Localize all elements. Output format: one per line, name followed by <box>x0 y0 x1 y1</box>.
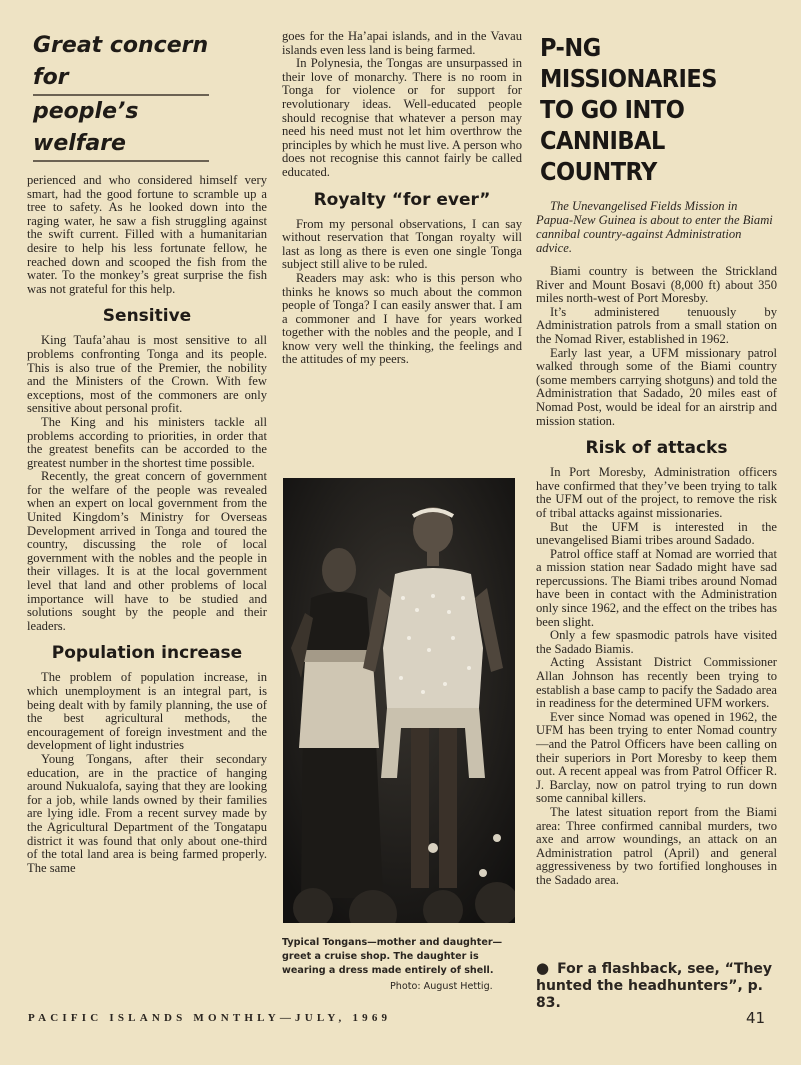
photo-caption: Typical Tongans—mother and daughter—greet a cruise shop. The daughter is wearing a dress made entirely of shell. <box>282 937 503 976</box>
paragraph: Biami country is between the Strickland River and Mount Bosavi (8,000 ft) about 350 miles north-west of Port Moresby. <box>536 264 777 306</box>
paragraph: In Port Moresby, Administration officers have confirmed that they’ve been trying to talk the UFM out of the project, to remove the risk of tribal attacks against missionaries. <box>536 465 777 520</box>
page-number: 41 <box>746 1009 766 1027</box>
paragraph: Readers may ask: who is this person who thinks he knows so much about the common people of Tonga? I can easily answer that. I am a commoner and I have for years worked together with the nobles and the people, and I know very well the thinking, the feelings and the attitudes of my peers. <box>282 270 522 367</box>
paragraph: Recently, the great concern of government for the welfare of the people was revealed when an expert on local government from the United Kingdom’s Ministry for Overseas Development arrived in Tonga and toured the country, discussing the role of local government with the nobles and the people in their villages. It is at the local government level that land and other problems of local importance will have to be studied and solutions sought by the people and their leaders. <box>27 469 267 633</box>
paragraph: goes for the Ha’apai islands, and in the Vavau islands even less land is being farmed. <box>282 29 522 57</box>
publication-footer: PACIFIC ISLANDS MONTHLY—JULY, 1969 <box>28 1012 392 1024</box>
paragraph: King Taufa’ahau is most sensitive to all problems confronting Tonga and its people. This is also true of the Premier, the nobility and the Ministers of the Crown. With few exceptions, most of the commoners are only sensitive about personal profit. <box>27 333 267 416</box>
article-title-missionaries <box>540 32 777 187</box>
paragraph: The problem of population increase, in which unemployment is an integral part, is being dealt with by family planning, the use of the best agricultural methods, the encouragement of foreign investment and the development of light industries <box>27 670 267 753</box>
paragraph: Ever since Nomad was opened in 1962, the UFM has been trying to enter Nomad country—and the Patrol Officers have been calling on their superiors in Port Moresby to keep them out. A recent appeal was from Patrol Officer R. J. Barclay, now on patrol trying to run down some cannibal killers. <box>536 709 777 806</box>
middle-column <box>282 30 522 367</box>
title-line-1: Great concern for <box>33 30 209 96</box>
paragraph: Patrol office staff at Nomad are worried that a mission station near Sadado might have sad repercussions. The Biami tribes around Nomad have been in contact with the Administration only since 1962, and the effect on the tribes has been slight. <box>536 546 777 629</box>
subheading-royalty: Royalty “for ever” <box>313 189 491 210</box>
title-line-2: people’s welfare <box>33 96 209 162</box>
paragraph: But the UFM is interested in the unevangelised Biami tribes around Sadado. <box>536 519 777 548</box>
flashback-text: For a flashback, see, “They hunted the headhunters”, p. 83. <box>536 961 773 1011</box>
title-line-3: CANNIBAL COUNTRY <box>540 126 665 186</box>
photo-illustration <box>283 478 515 923</box>
paragraph: In Polynesia, the Tongas are unsurpassed in their love of monarchy. There is no room in Tonga for violence or for support for revolutionary ideas. Well-educated people should recognise that whatever a person may need his need must not let him overthrow the principles by which he must live. A person who does not recognise this cannot fairly be called educated. <box>282 56 522 179</box>
paragraph: The King and his ministers tackle all problems according to priorities, in order that the greatest benefits can be accorded to the greatest number in the shortest time possible. <box>27 414 267 470</box>
flashback-note <box>536 960 776 1012</box>
paragraph: Early last year, a UFM missionary patrol walked through some of the Biami country (some members carrying shotguns) and told the Administration that Sadado, 20 miles east of Nomad Post, would be ideal for an airstrip and mission station. <box>536 345 777 428</box>
bullet-dot-icon: ● <box>536 959 550 977</box>
paragraph: perienced and who considered himself very smart, had the good fortune to scramble up a tree to safety. As he looked down into the raging water, he saw a fish struggling against the swift current. Filled with a humanitarian desire to help his less fortunate fellow, he reached down and scooped the fish from the water. To the monkey’s great surprise the fish was not grateful for this help. <box>27 173 267 296</box>
article-title-welfare <box>33 30 267 162</box>
paragraph: Young Tongans, after their secondary education, are in the practice of hanging around Nukualofa, saying that they are looking for a job, while lands owned by their families are lying idle. From a recent survey made by the Agricultural Department of the Tongatapu district it was found that only about one-third of the total land area is being farmed properly. The same <box>27 751 267 875</box>
paragraph: Acting Assistant District Commissioner Allan Johnson has recently been trying to establish a base camp to pacify the Sadado area in readiness for the determined UFM workers. <box>536 655 777 711</box>
paragraph: From my personal observations, I can say without reservation that Tongan royalty will last as long as there is even one single Tonga subject still alive to be ruled. <box>282 216 522 272</box>
paragraph: Only a few spasmodic patrols have visited the Sadado Biamis. <box>536 628 777 656</box>
right-column <box>536 26 777 888</box>
standfirst: The Unevangelised Fields Mission in Papua-New Guinea is about to enter the Biami cannibal country-against Administration advice. <box>536 199 773 255</box>
paragraph: The latest situation report from the Biami area: Three confirmed cannibal murders, two axe and arrow woundings, an attack on an Administration patrol (April) and general aggressiveness by two fortified longhouses in the Sadado area. <box>536 804 777 887</box>
title-line-2: TO GO INTO <box>540 95 685 124</box>
photo-credit: Photo: August Hettig. <box>390 981 493 992</box>
photo-mother-daughter <box>283 478 515 923</box>
title-line-1: P-NG MISSIONARIES <box>540 33 717 93</box>
left-column <box>27 26 267 875</box>
paragraph: It’s administered tenuously by Administration patrols from a small station on the Nomad River, established in 1962. <box>536 304 777 346</box>
subheading-population: Population increase <box>51 643 243 664</box>
subheading-risk: Risk of attacks <box>585 438 728 459</box>
subheading-sensitive: Sensitive <box>102 306 192 327</box>
